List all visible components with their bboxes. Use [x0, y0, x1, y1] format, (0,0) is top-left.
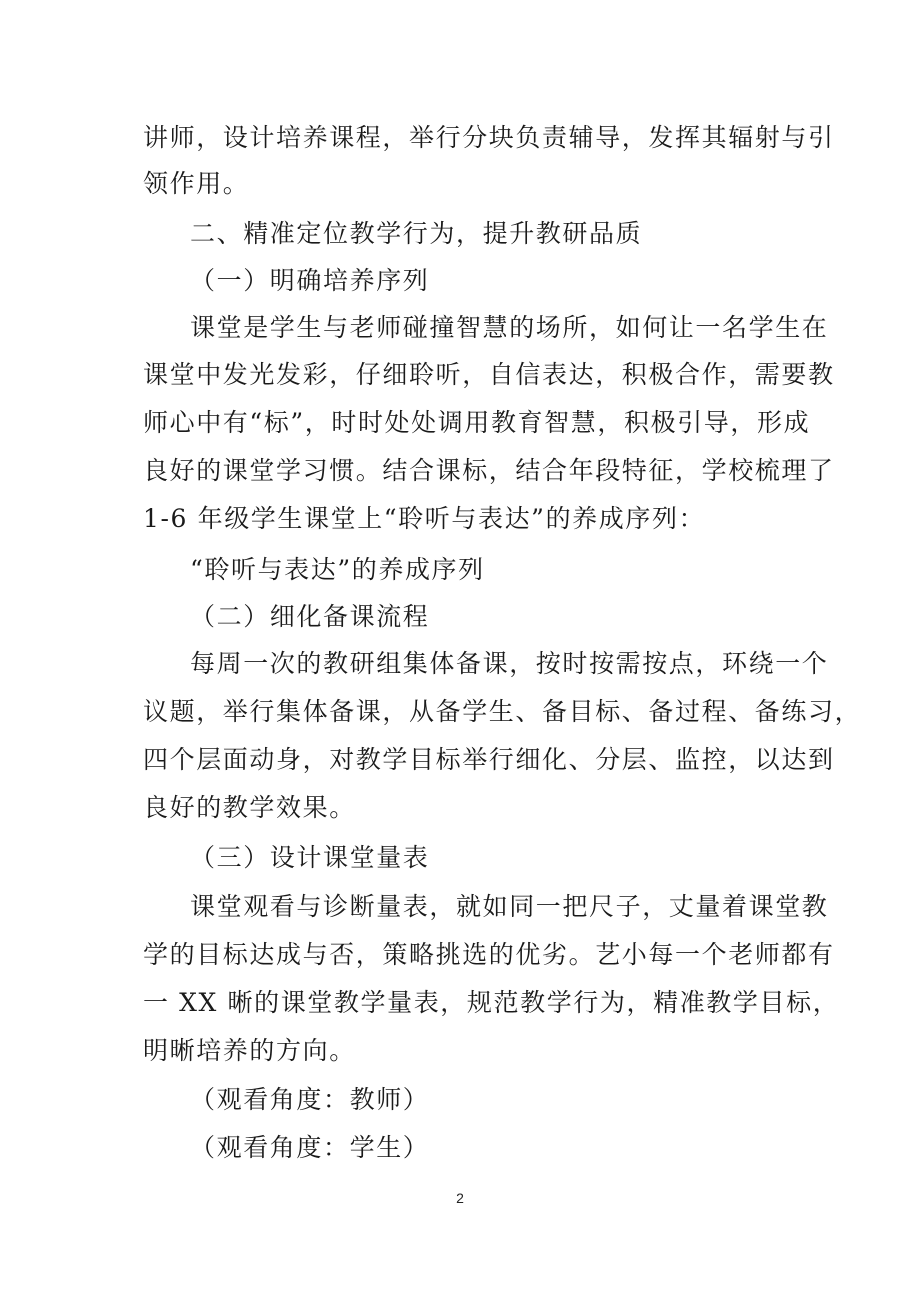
page-number: 2 — [456, 1190, 464, 1206]
paragraph-line: 明晰培养的方向。 — [143, 1036, 356, 1065]
paragraph-line: 学的目标达成与否，策略挑选的优劣。艺小每一个老师都有 — [143, 940, 835, 969]
paragraph-line: 每周一次的教研组集体备课，按时按需按点，环绕一个 — [190, 649, 829, 678]
paragraph-line: 一 XX 晰的课堂教学量表，规范教学行为，精准教学目标， — [143, 988, 840, 1017]
table-caption: （观看角度：教师） — [190, 1085, 430, 1114]
subsection-heading: （一）明确培养序列 — [190, 266, 430, 295]
subsection-heading: （三）设计课堂量表 — [190, 843, 430, 872]
paragraph-line: 议题，举行集体备课，从备学生、备目标、备过程、备练习， — [143, 697, 862, 726]
paragraph-line: 领作用。 — [143, 169, 250, 198]
paragraph-line: 课堂是学生与老师碰撞智慧的场所，如何让一名学生在 — [190, 313, 829, 342]
table-caption: “聆听与表达”的养成序列 — [190, 555, 485, 584]
paragraph-line: 课堂观看与诊断量表，就如同一把尺子，丈量着课堂教 — [190, 892, 829, 921]
paragraph-line: 四个层面动身，对教学目标举行细化、分层、监控，以达到 — [143, 745, 835, 774]
paragraph-line: 良好的课堂学习惯。结合课标，结合年段特征，学校梳理了 — [143, 456, 835, 485]
paragraph-line: 讲师，设计培养课程，举行分块负责辅导，发挥其辐射与引 — [143, 123, 835, 152]
table-caption: （观看角度：学生） — [190, 1133, 430, 1162]
paragraph-line: 1-6 年级学生课堂上“聆听与表达”的养成序列： — [143, 504, 706, 533]
paragraph-line: 师心中有“标”，时时处处调用教育智慧，积极引导，形成 — [143, 408, 811, 437]
paragraph-line: 良好的教学效果。 — [143, 793, 356, 822]
section-heading: 二、精准定位教学行为，提升教研品质 — [190, 219, 643, 248]
paragraph-line: 课堂中发光发彩，仔细聆听，自信表达，积极合作，需要教 — [143, 360, 835, 389]
subsection-heading: （二）细化备课流程 — [190, 602, 430, 631]
